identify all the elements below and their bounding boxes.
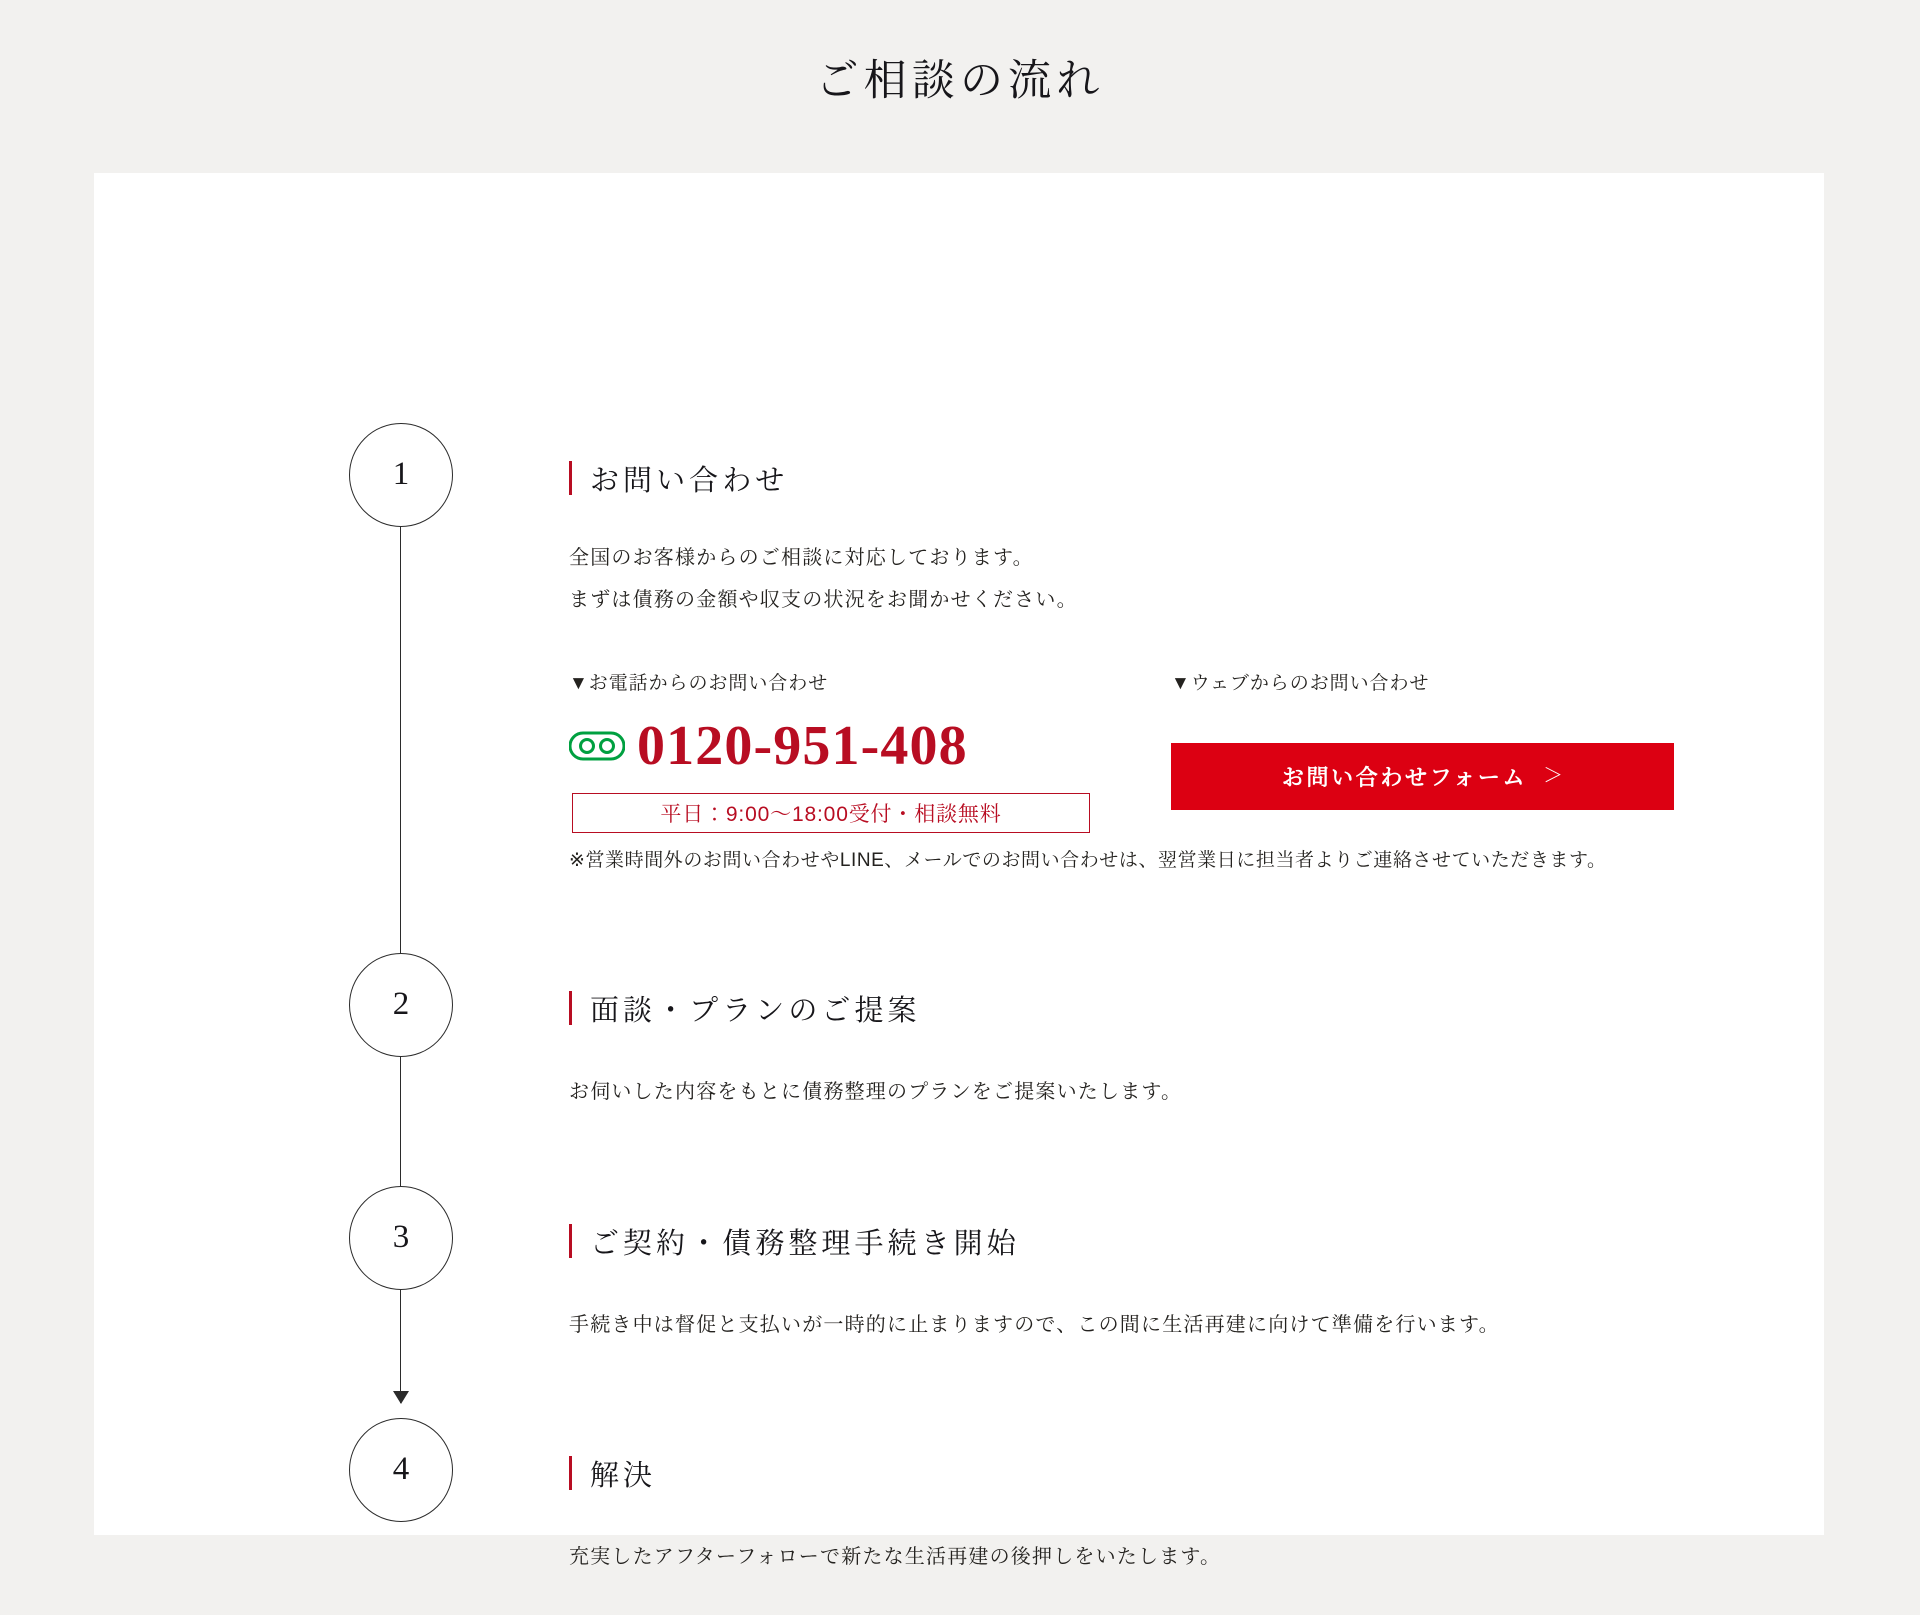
flow-timeline [94,173,1824,1568]
business-hours-badge: 平日：9:00〜18:00受付・相談無料 [572,793,1090,833]
accent-bar-icon [569,1224,572,1258]
accent-bar-icon [569,1456,572,1490]
step-heading-3 [569,1221,1020,1262]
step-number-4: 4 [349,1418,453,1522]
step-title-1: お問い合わせ [590,464,789,497]
contact-form-button-label: お問い合わせフォーム [1281,764,1528,790]
step-title-3: ご契約・債務整理手続き開始 [590,1227,1020,1260]
accent-bar-icon [569,991,572,1025]
step-number-3: 3 [349,1186,453,1290]
tel-contact-label: ▼お電話からのお問い合わせ [569,672,829,694]
flow-card [94,173,1824,1568]
contact-form-button[interactable] [1171,743,1674,810]
freedial-icon [569,729,625,763]
step-heading-2 [569,988,921,1029]
step-body-4: 充実したアフターフォローで新たな生活再建の後押しをいたします。 [569,1545,1222,1568]
step-title-2: 面談・プランのご提案 [590,994,921,1027]
accent-bar-icon [569,461,572,495]
step-body-2: お伺いした内容をもとに債務整理のプランをご提案いたします。 [569,1080,1183,1103]
step-body-1-line-2: まずは債務の金額や収支の状況をお聞かせください。 [569,588,1078,611]
timeline-arrow-icon [393,1391,409,1404]
page-root [0,29,1920,1615]
step-number-1: 1 [349,423,453,527]
step-number-2: 2 [349,953,453,1057]
telephone-number[interactable]: 0120-951-408 [637,714,968,777]
step-heading-4 [569,1453,656,1494]
web-contact-label: ▼ウェブからのお問い合わせ [1171,672,1430,694]
step-title-4: 解決 [590,1459,657,1492]
page-title: ご相談の流れ [815,57,1105,105]
contact-note: ※営業時間外のお問い合わせやLINE、メールでのお問い合わせは、翌営業日に担当者よりご連絡させていただきます。 [569,849,1607,871]
step-body-1-line-1: 全国のお客様からのご相談に対応しております。 [569,546,1034,569]
chevron-right-icon: ＞ [1543,765,1564,788]
step-body-3: 手続き中は督促と支払いが一時的に止まりますので、この間に生活再建に向けて準備を行います。 [569,1313,1500,1336]
telephone-row[interactable] [569,714,968,777]
step-heading-1 [569,458,788,499]
